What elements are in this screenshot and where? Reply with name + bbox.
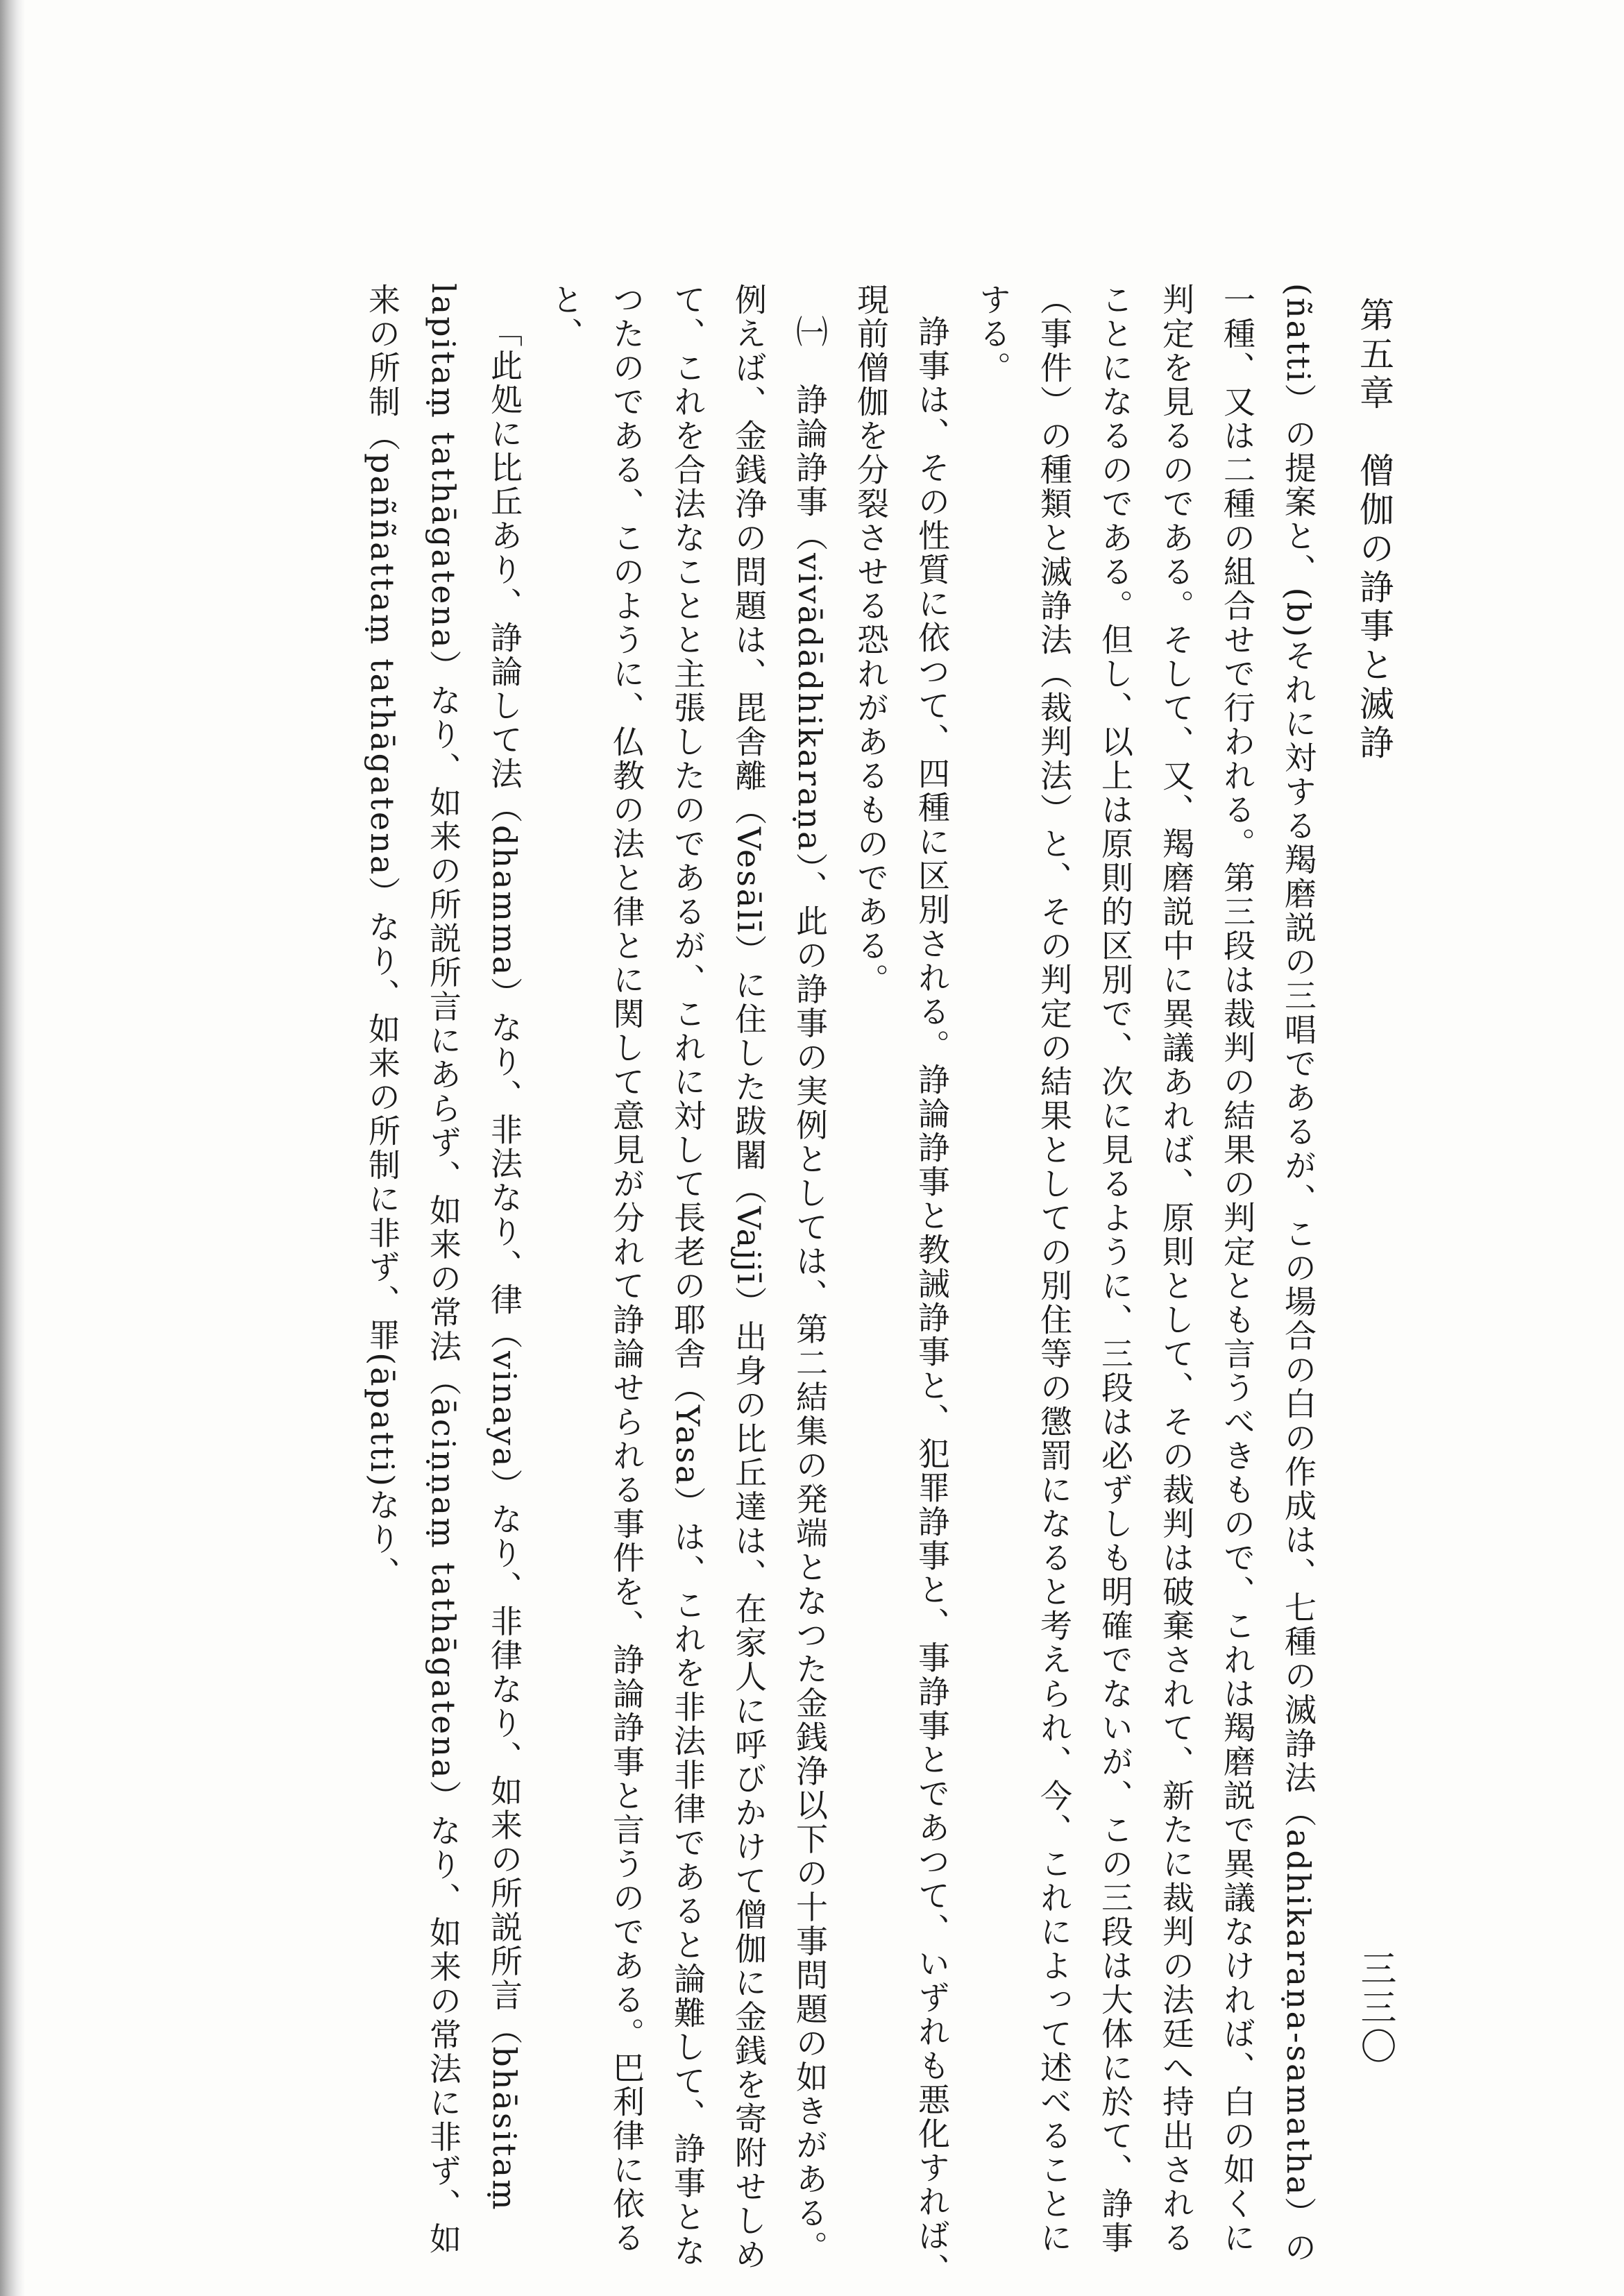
- paragraph-quotation: 「此処に比丘あり、諍論して法（dhamma）なり、非法なり、律（vinaya）なり、非律なり、如来の所説所言（bhāsitaṃ lapitaṃ tathāgatena）なり、如来の所説所言にあらず、如来の常法（āciṇṇaṃ tathāgatena）なり、如来の常法に非ず、如来の所制（paññattaṃ tathāgatena）なり、如来の所制に非ず、罪(āpatti)なり、: [364, 283, 523, 2256]
- binding-shadow: [0, 0, 25, 2296]
- paragraph-continuation: (ñatti）の提案と、(b)それに対する羯磨説の三唱であるが、この場合の白の作成は、七種の滅諍法（adhikaraṇa-samatha）の一種、又は二種の組合せで行われる。第三段は裁判の結果の判定とも言うべきもので、これは羯磨説で異議なければ、白の如くに判定を見るのである。そして、又、羯磨説中に異議あれば、原則として、その裁判は破棄されて、新たに裁判の法廷へ持出されることになるのである。但し、以上は原則的区別で、次に見るように、三段は必ずしも明確でないが、この三段は大体に於て、諍事（事件）の種類と滅諍法（裁判法）と、その判定の結果としての別住等の懲罰になると考えられ、今、これによって述べることにする。: [974, 283, 1317, 2265]
- running-head: 第五章 僧伽の諍事と滅諍: [1354, 297, 1394, 763]
- body-text: [229, 283, 1329, 2288]
- paragraph-vivadadhikarana: ㈠ 諍論諍事（vivādādhikaraṇa）、此の諍事の実例としては、第二結集の発端となつた金銭浄以下の十事問題の如きがある。例えば、金銭浄の問題は、毘舎離（Vesālī）に住した跋闍（Vajjī）出身の比丘達は、在家人に呼びかけて僧伽に金銭を寄附せしめて、これを合法なことと主張したのであるが、これに対して長老の耶舎（Yasa）は、これを非法非律であると論難して、諍事となつたのである、このように、仏教の法と律とに関して意見が分れて諍論せられる事件を、諍論諍事と言うのである。巴利律に依ると、: [547, 283, 829, 2272]
- page-number: 三三〇: [1354, 1950, 1396, 2066]
- paragraph-four-kinds: 諍事は、その性質に依つて、四種に区別される。諍論諍事と教誡諍事と、犯罪諍事と、事諍事とであつて、いずれも悪化すれば、現前僧伽を分裂させる恐れがあるものである。: [852, 283, 951, 2287]
